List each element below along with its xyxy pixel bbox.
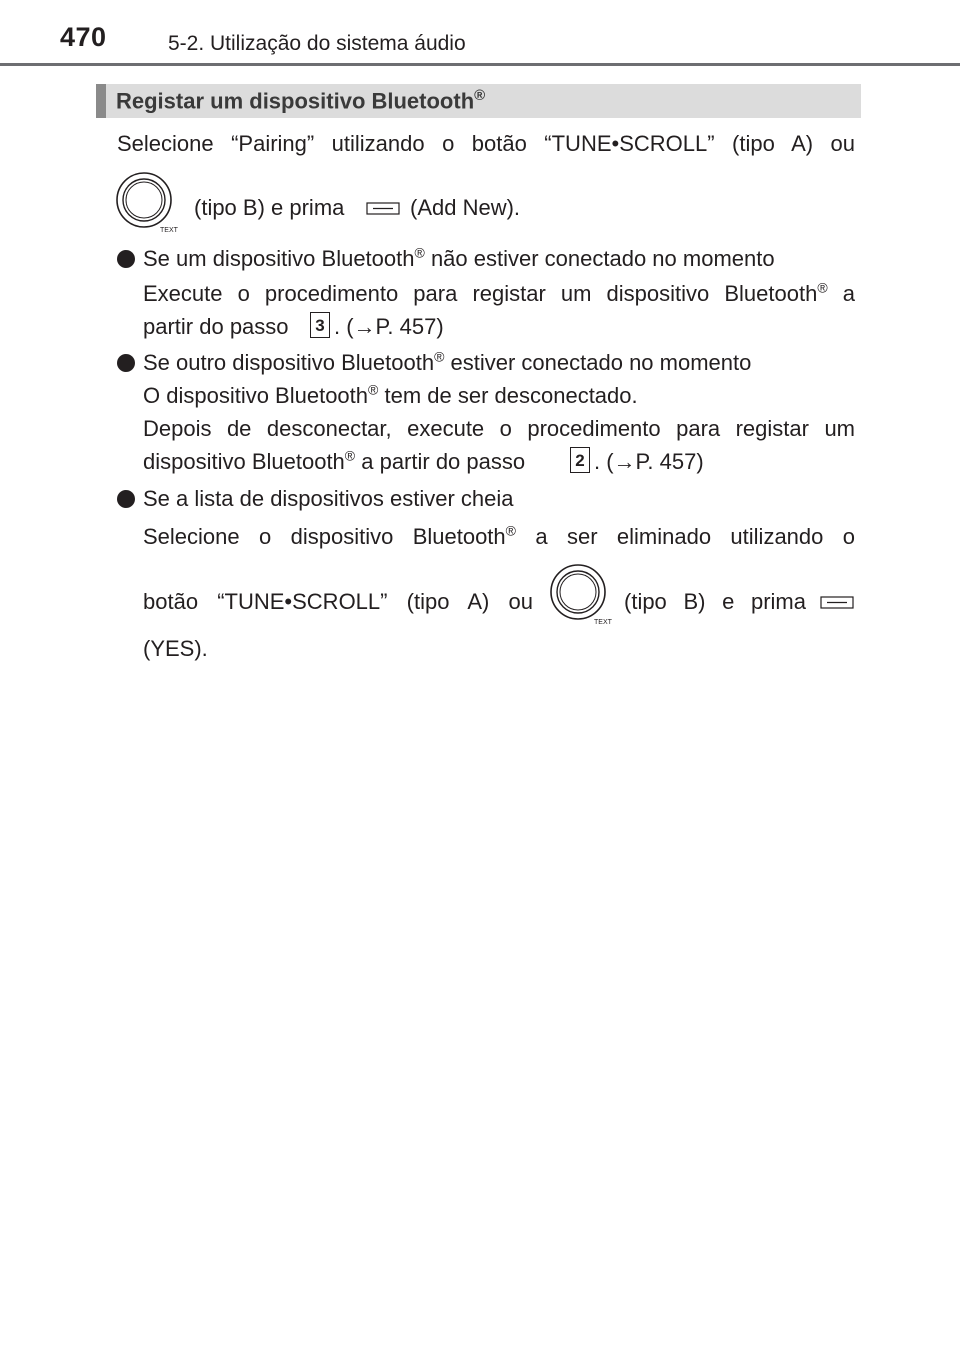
page-header bbox=[0, 0, 960, 66]
bullet-2-heading bbox=[143, 350, 751, 376]
bullet-2-line-3: Depois de desconectar, execute o procedimento para registar um bbox=[143, 416, 855, 441]
bullet-2-heading-a: Se outro dispositivo Bluetooth bbox=[143, 350, 435, 375]
bullet-2-heading-b: estiver conectado no momento bbox=[444, 350, 752, 375]
intro-line-2a: (tipo B) e prima bbox=[194, 195, 345, 220]
chapter-title: 5-2. Utilização do sistema áudio bbox=[168, 32, 466, 55]
bullet-1-heading-a: Se um dispositivo Bluetooth bbox=[143, 246, 415, 271]
bullet-3-line-3a: botão “TUNE•SCROLL” (tipo A) ou bbox=[143, 589, 533, 614]
screen-button-icon bbox=[366, 202, 400, 215]
section-title bbox=[116, 87, 485, 114]
step-number-box: 3 bbox=[310, 312, 330, 338]
registered-mark: ® bbox=[368, 381, 379, 398]
section-title-text: Registar um dispositivo Bluetooth bbox=[116, 88, 475, 114]
bullet-2-line-4a: dispositivo Bluetooth bbox=[143, 449, 345, 474]
bullet-1-heading-b: não estiver conectado no momento bbox=[424, 246, 775, 271]
bullet-1-line-2a: Execute o procedimento para registar um dispositivo Bluetooth bbox=[143, 281, 818, 306]
bullet-3-heading: Se a lista de dispositivos estiver cheia bbox=[143, 486, 514, 511]
bullet-3-line-2b: a ser eliminado utilizando o bbox=[515, 524, 855, 549]
screen-button-icon bbox=[820, 596, 854, 609]
section-heading-stripe bbox=[96, 84, 106, 118]
bullet-3-line-2a: Selecione o dispositivo Bluetooth bbox=[143, 524, 506, 549]
intro-line-1: Selecione “Pairing” utilizando o botão “TUNE•SCROLL” (tipo A) ou bbox=[117, 131, 855, 156]
bullet-3-line-4: (YES). bbox=[143, 636, 208, 661]
bullet-1-line-2b: a bbox=[827, 281, 855, 306]
bullet-1-line-2 bbox=[143, 281, 855, 307]
bullet-2-line-2a: O dispositivo Bluetooth bbox=[143, 383, 369, 408]
bullet-3-line-3b: (tipo B) e prima bbox=[624, 589, 806, 614]
registered-mark: ® bbox=[817, 279, 828, 296]
registered-mark: ® bbox=[505, 522, 516, 539]
bullet-2-line-2b: tem de ser desconectado. bbox=[378, 383, 638, 408]
registered-mark: ® bbox=[474, 87, 486, 104]
registered-mark: ® bbox=[414, 244, 425, 261]
header-rule bbox=[0, 63, 960, 66]
bullet-dot bbox=[117, 490, 135, 508]
bullet-2-line-4c: . (→P. 457) bbox=[594, 449, 704, 474]
tune-dial-icon bbox=[112, 172, 180, 234]
tune-dial-icon bbox=[546, 564, 614, 626]
bullet-1-line-3b: . (→P. 457) bbox=[334, 314, 444, 339]
intro-line-2b: (Add New). bbox=[410, 195, 521, 220]
bullet-2-line-2 bbox=[143, 383, 638, 409]
dial-label: TEXT bbox=[594, 619, 612, 626]
bullet-dot bbox=[117, 354, 135, 372]
registered-mark: ® bbox=[434, 348, 445, 365]
registered-mark: ® bbox=[344, 447, 356, 464]
bullet-3-line-2 bbox=[143, 524, 855, 550]
step-number-box: 2 bbox=[570, 447, 590, 473]
bullet-1-heading bbox=[143, 246, 775, 272]
dial-label: TEXT bbox=[160, 227, 178, 234]
page-number: 470 bbox=[60, 22, 107, 52]
bullet-dot bbox=[117, 250, 135, 268]
bullet-2-line-4 bbox=[143, 449, 525, 475]
bullet-1-line-3a: partir do passo bbox=[143, 314, 289, 339]
bullet-2-line-4b: a partir do passo bbox=[355, 449, 526, 474]
